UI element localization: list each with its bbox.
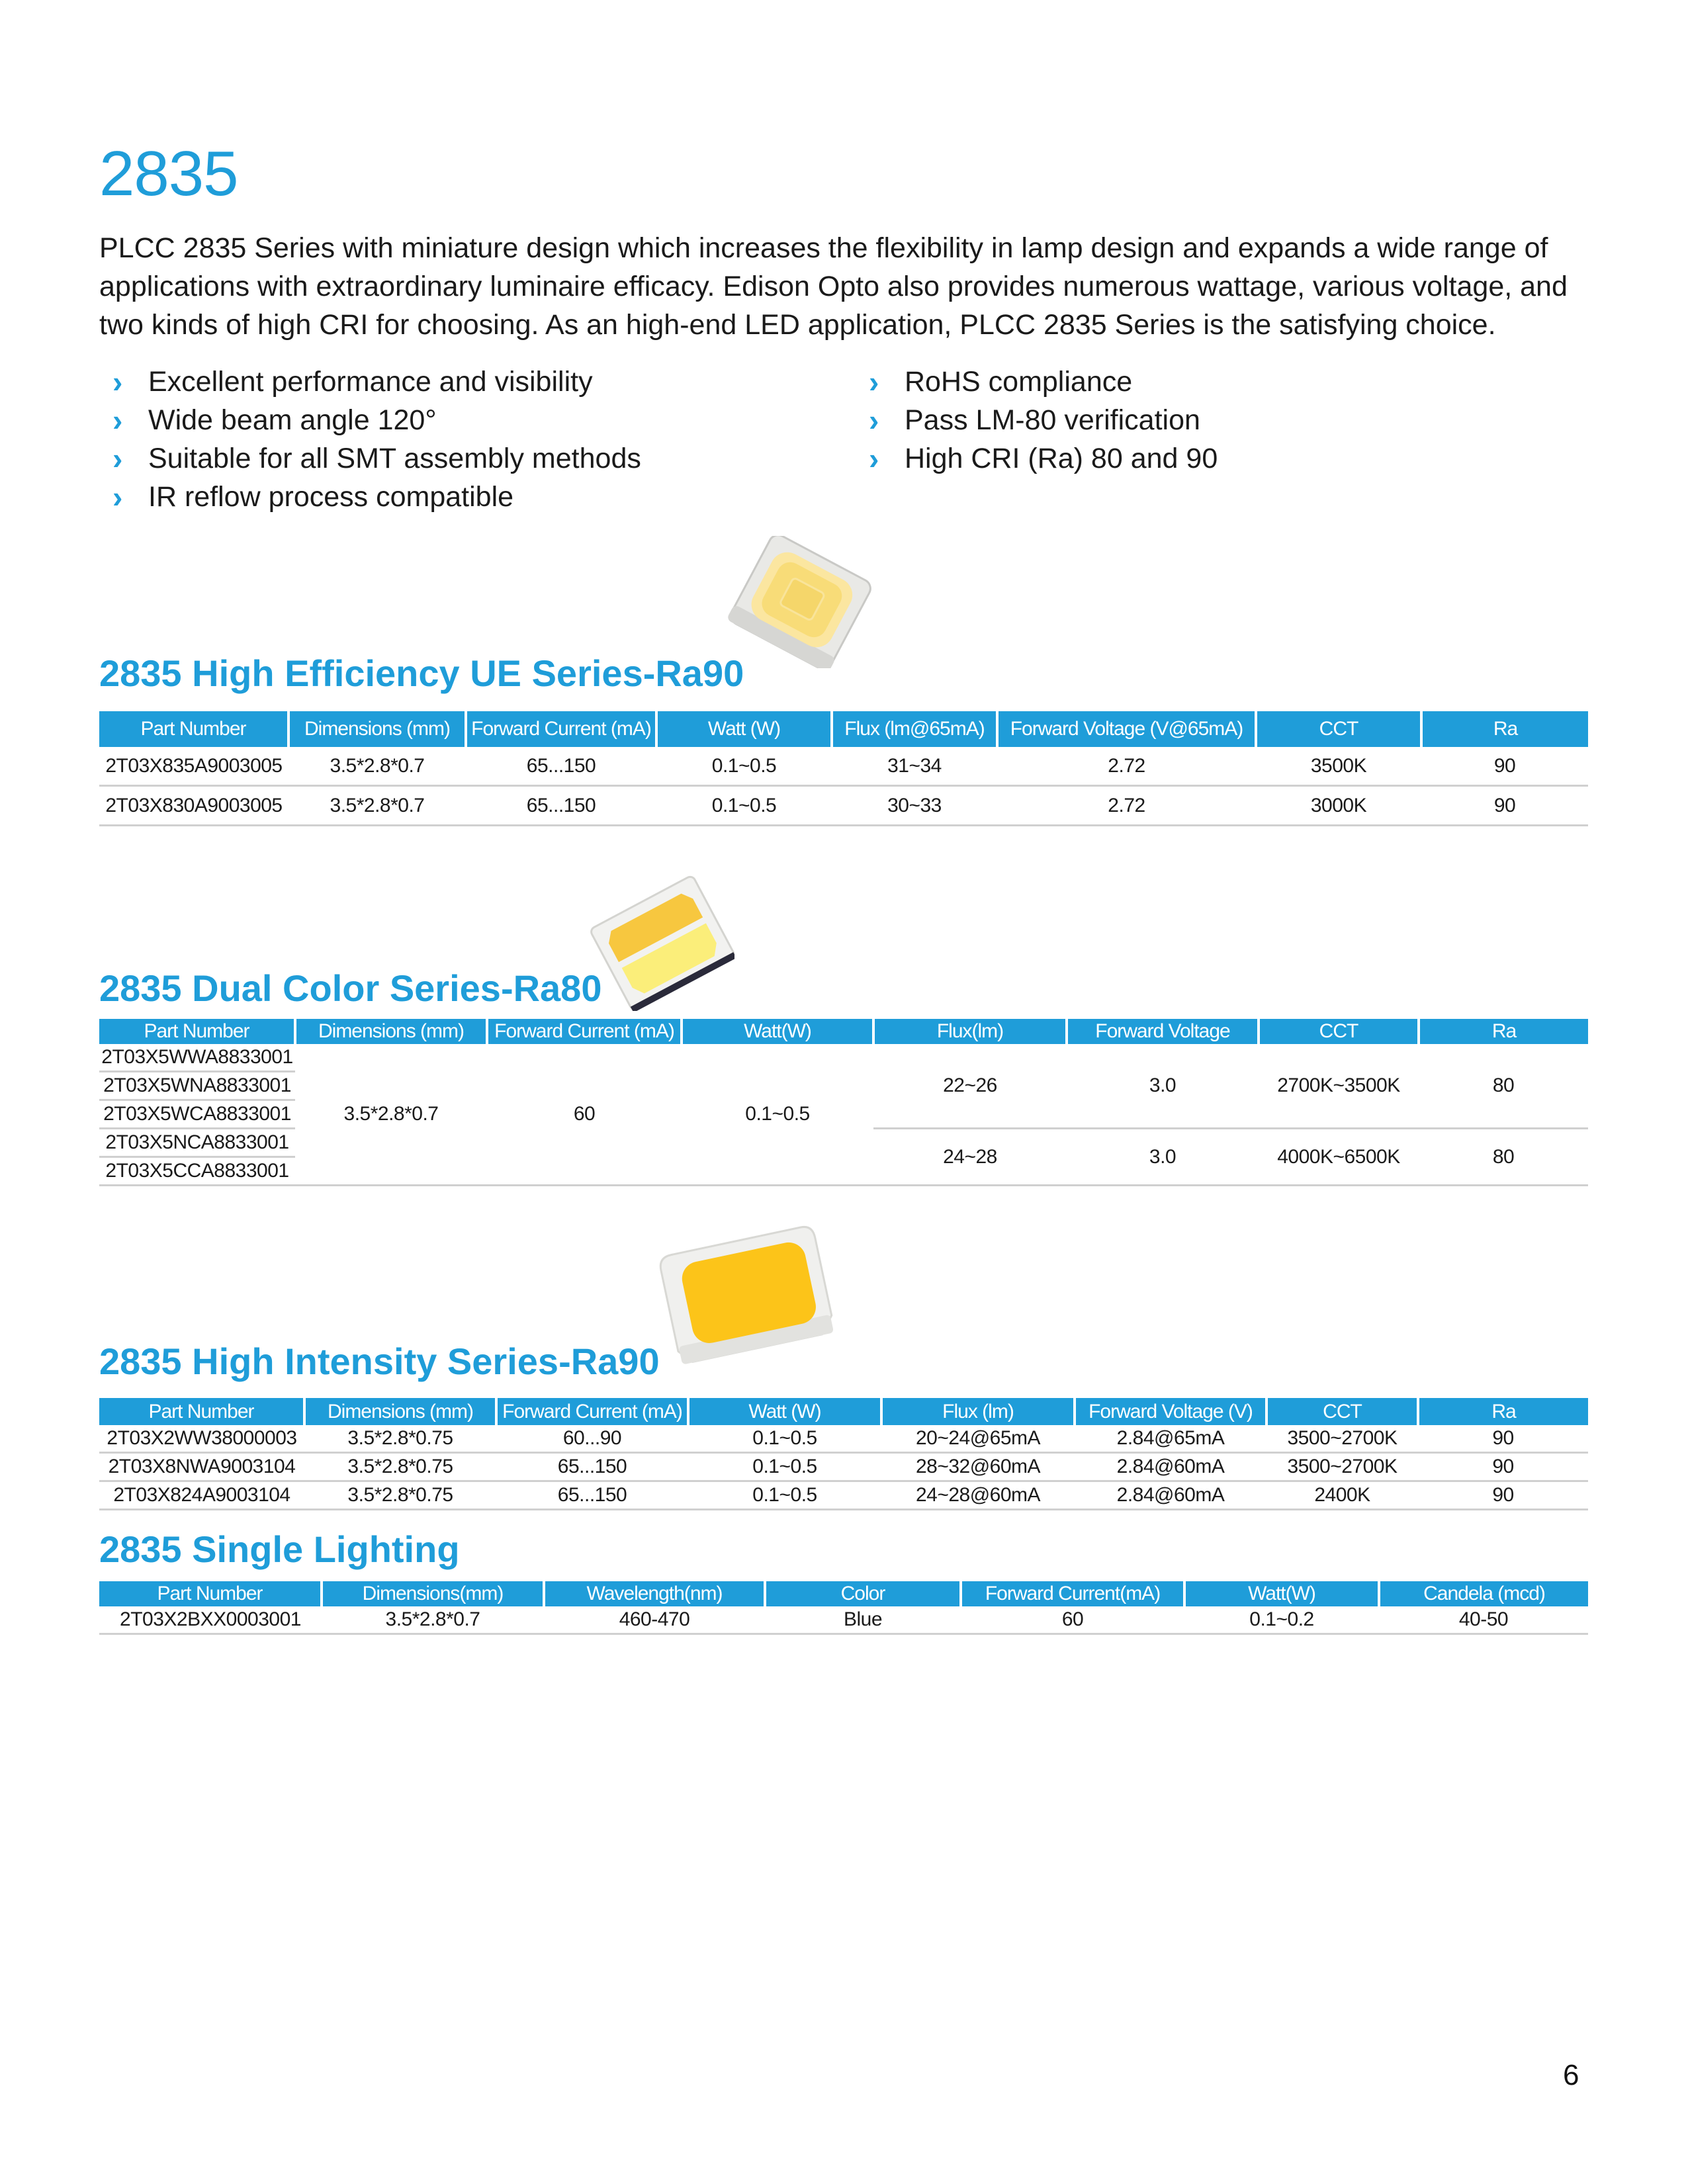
column-header: Watt(W): [1184, 1581, 1379, 1606]
spec-table-high-intensity: [99, 1398, 1588, 1510]
feature-item: › Excellent performance and visibility: [101, 363, 641, 401]
table-row: 2T03X8NWA9003104 3.5*2.8*0.75 65...150 0.1~0.5 28~32@60mA 2.84@60mA 3500~2700K 90: [99, 1453, 1588, 1481]
spec-table-dual-color: [99, 1019, 1588, 1186]
chevron-right-icon: ›: [112, 441, 123, 476]
part-number: 2T03X830A9003005: [99, 786, 289, 826]
part-number: 2T03X835A9003005: [99, 747, 289, 786]
column-header: Ra: [1418, 1398, 1588, 1425]
section-title-high-intensity: 2835 High Intensity Series-Ra90: [99, 1340, 660, 1382]
part-number: 2T03X5WWA8833001: [99, 1044, 295, 1072]
table-row: 2T03X2BXX0003001 3.5*2.8*0.7 460-470 Blue 60 0.1~0.2 40-50: [99, 1606, 1588, 1634]
column-header: CCT: [1256, 711, 1421, 747]
table-row: 2T03X835A9003005 3.5*2.8*0.7 65...150 0.1~0.5 31~34 2.72 3500K 90: [99, 747, 1588, 786]
column-header: Part Number: [99, 1581, 322, 1606]
column-header: Forward Current (mA): [466, 711, 656, 747]
page-number: 6: [1563, 2059, 1579, 2091]
column-header: Ra: [1419, 1019, 1588, 1044]
chevron-right-icon: ›: [112, 403, 123, 437]
column-header: Flux(lm): [873, 1019, 1067, 1044]
part-number: 2T03X8NWA9003104: [99, 1453, 304, 1481]
column-header: Dimensions(mm): [322, 1581, 544, 1606]
table-header-row: [99, 711, 1588, 747]
column-header: Forward Voltage: [1067, 1019, 1259, 1044]
table-row: 2T03X830A9003005 3.5*2.8*0.7 65...150 0.1~0.5 30~33 2.72 3000K 90: [99, 786, 1588, 826]
feature-item: › IR reflow process compatible: [101, 478, 641, 516]
column-header: Candela (mcd): [1379, 1581, 1588, 1606]
led-package-dual-color-icon: [589, 872, 734, 1011]
part-number: 2T03X824A9003104: [99, 1481, 304, 1510]
spec-table-single-lighting: [99, 1581, 1588, 1635]
column-header: Dimensions (mm): [289, 711, 466, 747]
spec-table-high-efficiency: [99, 711, 1588, 826]
part-number: 2T03X5NCA8833001: [99, 1129, 295, 1157]
table-header-row: [99, 1398, 1588, 1425]
column-header: Forward Current(mA): [961, 1581, 1184, 1606]
table-header-row: [99, 1019, 1588, 1044]
feature-list-left: [101, 363, 641, 516]
column-header: Forward Current (mA): [496, 1398, 688, 1425]
feature-item: › Wide beam angle 120°: [101, 401, 641, 439]
column-header: Dimensions (mm): [295, 1019, 487, 1044]
column-header: Watt(W): [682, 1019, 873, 1044]
part-number: 2T03X5WCA8833001: [99, 1100, 295, 1129]
feature-item: › Suitable for all SMT assembly methods: [101, 439, 641, 478]
led-package-warm-white-icon: [725, 536, 877, 668]
chevron-right-icon: ›: [112, 480, 123, 514]
column-header: Flux (lm): [881, 1398, 1075, 1425]
column-header: Watt (W): [688, 1398, 881, 1425]
page-title: 2835: [99, 138, 238, 209]
section-title-single-lighting: 2835 Single Lighting: [99, 1528, 460, 1570]
column-header: Part Number: [99, 1019, 295, 1044]
column-header: CCT: [1266, 1398, 1418, 1425]
chevron-right-icon: ›: [869, 403, 879, 437]
chevron-right-icon: ›: [112, 365, 123, 399]
chevron-right-icon: ›: [869, 441, 879, 476]
feature-item: › High CRI (Ra) 80 and 90: [857, 439, 1218, 478]
feature-list-right: [857, 363, 1218, 478]
column-header: Ra: [1421, 711, 1588, 747]
column-header: CCT: [1259, 1019, 1419, 1044]
column-header: Dimensions (mm): [304, 1398, 496, 1425]
table-row: 2T03X824A9003104 3.5*2.8*0.75 65...150 0.1~0.5 24~28@60mA 2.84@60mA 2400K 90: [99, 1481, 1588, 1510]
column-header: Part Number: [99, 711, 289, 747]
column-header: Forward Voltage (V): [1075, 1398, 1266, 1425]
column-header: Forward Voltage (V@65mA): [997, 711, 1256, 747]
intro-paragraph: PLCC 2835 Series with miniature design which increases the flexibility in lamp design and expands a wide range of applications with extraordinary luminaire efficacy. Edison Opto also provides numerous wattage, various voltage, and two kinds of high CRI for choosing. As an high-end LED application, PLCC 2835 Series is the satisfying choice.: [99, 232, 1568, 341]
table-header-row: [99, 1581, 1588, 1606]
column-header: Flux (lm@65mA): [832, 711, 997, 747]
feature-item: › RoHS compliance: [857, 363, 1218, 401]
part-number: 2T03X5WNA8833001: [99, 1072, 295, 1100]
column-header: Forward Current (mA): [487, 1019, 682, 1044]
led-package-amber-icon: [648, 1221, 840, 1373]
chevron-right-icon: ›: [869, 365, 879, 399]
section-title-high-efficiency: 2835 High Efficiency UE Series-Ra90: [99, 652, 744, 694]
feature-item: › Pass LM-80 verification: [857, 401, 1218, 439]
part-number: 2T03X5CCA8833001: [99, 1157, 295, 1186]
part-number: 2T03X2WW38000003: [99, 1425, 304, 1453]
table-row: 2T03X5NCA8833001 24~28 3.0 4000K~6500K 80: [99, 1129, 1588, 1157]
column-header: Wavelength(nm): [544, 1581, 765, 1606]
column-header: Color: [765, 1581, 961, 1606]
table-row: 2T03X2WW38000003 3.5*2.8*0.75 60...90 0.1~0.5 20~24@65mA 2.84@65mA 3500~2700K 90: [99, 1425, 1588, 1453]
section-title-dual-color: 2835 Dual Color Series-Ra80: [99, 967, 602, 1009]
column-header: Part Number: [99, 1398, 304, 1425]
table-row: 2T03X5WWA8833001 3.5*2.8*0.7 60 0.1~0.5 22~26 3.0 2700K~3500K 80: [99, 1044, 1588, 1072]
part-number: 2T03X2BXX0003001: [99, 1606, 322, 1634]
column-header: Watt (W): [656, 711, 832, 747]
